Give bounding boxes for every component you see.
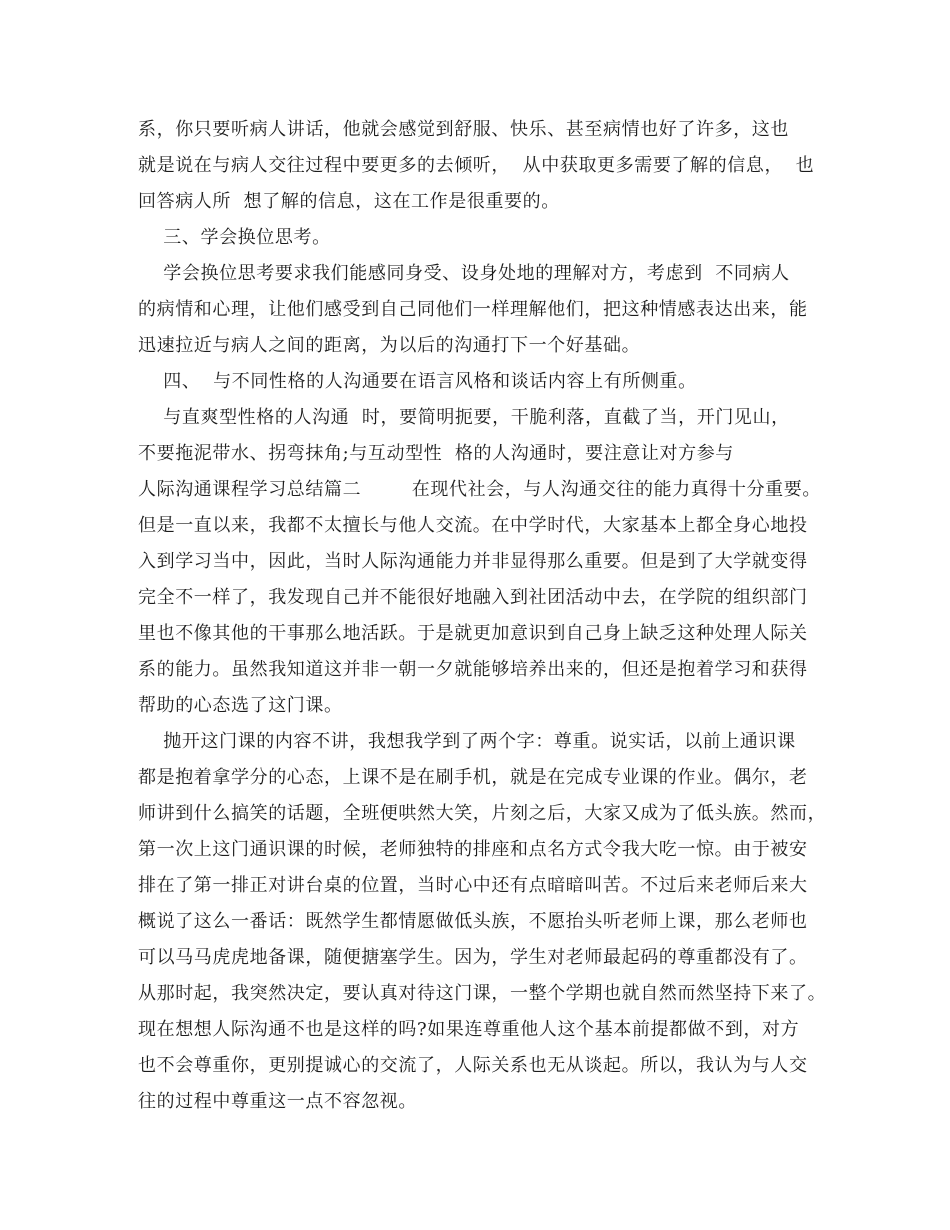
text-line: 的病情和心理，让他们感受到自己同他们一样理解他们，把这种情感表达出来，能: [138, 299, 808, 320]
text-line: 系，你只要听病人讲话，他就会感觉到舒服、快乐、甚至病情也好了许多，这也: [138, 119, 789, 140]
text-line: 从那时起，我突然决定，要认真对待这门课，一整个学期也就自然而然坚持下来了。: [138, 983, 827, 1004]
text-line: 都是抱着拿学分的心态，上课不是在刷手机，就是在完成专业课的作业。偶尔，老: [138, 767, 808, 788]
text-line: 系的能力。虽然我知道这并非一朝一夕就能够培养出来的，但还是抱着学习和获得: [138, 659, 808, 680]
text-line: 入到学习当中，因此，当时人际沟通能力并非显得那么重要。但是到了大学就变得: [138, 551, 808, 572]
text-line: 现在想想人际沟通不也是这样的吗?如果连尊重他人这个基本前提都做不到，对方: [138, 1019, 800, 1040]
text-line: 但是一直以来，我都不太擅长与他人交流。在中学时代，大家基本上都全身心地投: [138, 515, 808, 536]
section-heading: 四、 与不同性格的人沟通要在语言风格和谈话内容上有所侧重。: [138, 371, 697, 392]
text-line: 学会换位思考要求我们能感同身受、设身处地的理解对方，考虑到 不同病人: [138, 263, 790, 284]
text-line: 帮助的心态选了这门课。: [138, 695, 343, 716]
text-line: 里也不像其他的干事那么地活跃。于是就更加意识到自己身上缺乏这种处理人际关: [138, 623, 808, 644]
text-line: 第一次上这门通识课的时候，老师独特的排座和点名方式令我大吃一惊。由于被安: [138, 839, 808, 860]
text-line: 就是说在与病人交往过程中要更多的去倾听， 从中获取更多需要了解的信息， 也: [138, 155, 815, 176]
text-line: 迅速拉近与病人之间的距离，为以后的沟通打下一个好基础。: [138, 335, 641, 356]
text-line: 完全不一样了，我发现自己并不能很好地融入到社团活动中去，在学院的组织部门: [138, 587, 808, 608]
text-line: 回答病人所 想了解的信息，这在工作是很重要的。: [138, 191, 560, 212]
text-line: 概说了这么一番话：既然学生都情愿做低头族，不愿抬头听老师上课，那么老师也: [138, 911, 808, 932]
text-line: 可以马马虎虎地备课，随便搪塞学生。因为，学生对老师最起码的尊重都没有了。: [138, 947, 808, 968]
text-line: 抛开这门课的内容不讲，我想我学到了两个字：尊重。说实话，以前上通识课: [138, 731, 796, 752]
section-heading: 三、学会换位思考。: [138, 227, 331, 248]
text-line: 往的过程中尊重这一点不容忽视。: [138, 1091, 417, 1112]
text-line: 不要拖泥带水、拐弯抹角;与互动型性 格的人沟通时，要注意让对方参与: [138, 443, 734, 464]
text-line: 与直爽型性格的人沟通 时，要简明扼要，干脆利落，直截了当，开门见山，: [138, 407, 790, 428]
text-line: 师讲到什么搞笑的话题，全班便哄然大笑，片刻之后，大家又成为了低头族。然而，: [138, 803, 827, 824]
text-line: 人际沟通课程学习总结篇二 在现代社会，与人沟通交往的能力真得十分重要。: [138, 479, 821, 500]
text-line: 也不会尊重你，更别提诚心的交流了，人际关系也无从谈起。所以，我认为与人交: [138, 1055, 808, 1076]
text-line: 排在了第一排正对讲台桌的位置，当时心中还有点暗暗叫苦。不过后来老师后来大: [138, 875, 808, 896]
